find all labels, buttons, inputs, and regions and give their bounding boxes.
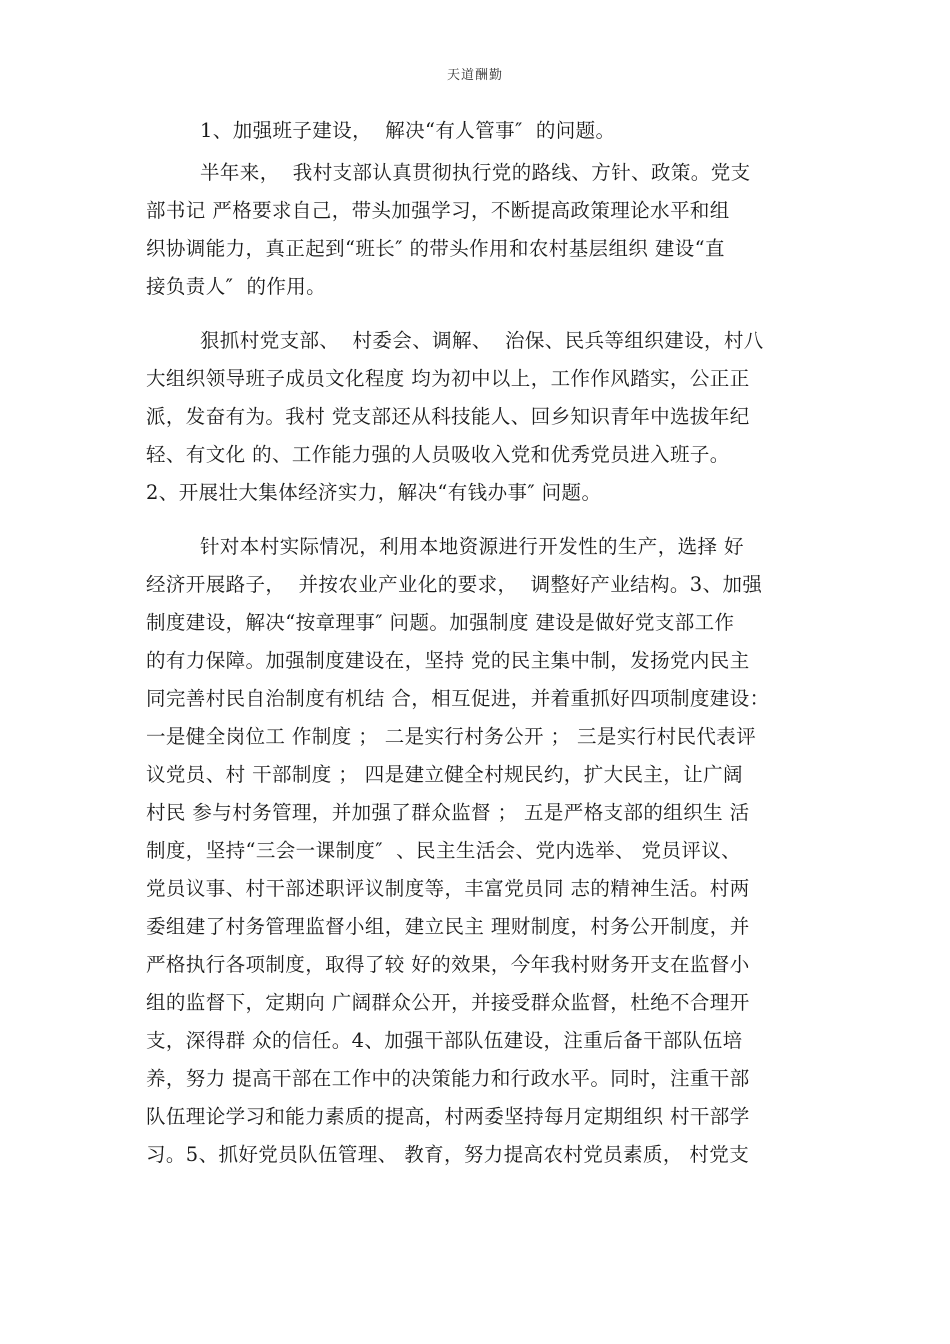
text-line: 针对本村实际情况，利用本地资源进行开发性的生产，选择 好 (200, 535, 744, 558)
text-line: 议党员、村 干部制度 ； 四是建立健全村规民约，扩大民主，让广阔 (146, 763, 743, 786)
text-line: 接负责人″ 的作用。 (146, 275, 327, 298)
text-line: 习。5、抓好党员队伍管理、 教育，努力提高农村党员素质， 村党支 (146, 1143, 750, 1166)
text-line: 1、加强班子建设， 解决“有人管事″ 的问题。 (200, 119, 616, 142)
text-line: 制度建设，解决“按章理事″ 问题。加强制度 建设是做好党支部工作 (146, 611, 735, 634)
text-line: 组的监督下，定期向 广阔群众公开，并接受群众监督，杜绝不合理开 (146, 991, 750, 1014)
text-line: 党员议事、村干部述职评议制度等，丰富党员同 志的精神生活。村两 (146, 877, 750, 900)
text-line: 部书记 严格要求自己，带头加强学习，不断提高政策理论水平和组 (146, 199, 730, 222)
text-line: 养，努力 提高干部在工作中的决策能力和行政水平。同时，注重干部 (146, 1067, 750, 1090)
text-line: 村民 参与村务管理，并加强了群众监督 ； 五是严格支部的组织生 活 (146, 801, 750, 824)
page-header: 天道酬勤 (446, 68, 503, 83)
text-line: 织协调能力，真正起到“班长″ 的带头作用和农村基层组织 建设“直 (146, 237, 725, 260)
text-line: 大组织领导班子成员文化程度 均为初中以上，工作作风踏实，公正正 (146, 367, 750, 390)
text-line: 2、开展壮大集体经济实力，解决“有钱办事″ 问题。 (146, 481, 602, 504)
text-line: 严格执行各项制度，取得了较 好的效果，今年我村财务开支在监督小 (146, 953, 750, 976)
text-line: 队伍理论学习和能力素质的提高，村两委坚持每月定期组织 村干部学 (146, 1105, 750, 1128)
text-line: 支，深得群 众的信任。4、加强干部队伍建设，注重后备干部队伍培 (146, 1029, 743, 1052)
document-body (146, 112, 812, 1174)
text-line: 轻、有文化 的、工作能力强的人员吸收入党和优秀党员进入班子。 (146, 443, 730, 466)
text-line: 一是健全岗位工 作制度 ； 二是实行村务公开 ； 三是实行村民代表评 (146, 725, 757, 748)
text-line: 委组建了村务管理监督小组，建立民主 理财制度，村务公开制度，并 (146, 915, 750, 938)
text-line: 同完善村民自治制度有机结 合，相互促进，并着重抓好四项制度建设： (146, 687, 770, 710)
text-line: 的有力保障。加强制度建设在，坚持 党的民主集中制，发扬党内民主 (146, 649, 750, 672)
text-line: 派，发奋有为。我村 党支部还从科技能人、回乡知识青年中选拔年纪 (146, 405, 750, 428)
text-line: 狠抓村党支部、 村委会、调解、 治保、民兵等组织建设，村八 (200, 329, 764, 352)
text-line: 半年来， 我村支部认真贯彻执行党的路线、方针、政策。党支 (200, 161, 751, 184)
text-line: 经济开展路子， 并按农业产业化的要求， 调整好产业结构。3、加强 (146, 573, 763, 596)
text-line: 制度，坚持“三会一课制度″ 、民主生活会、党内选举、 党员评议、 (146, 839, 742, 862)
